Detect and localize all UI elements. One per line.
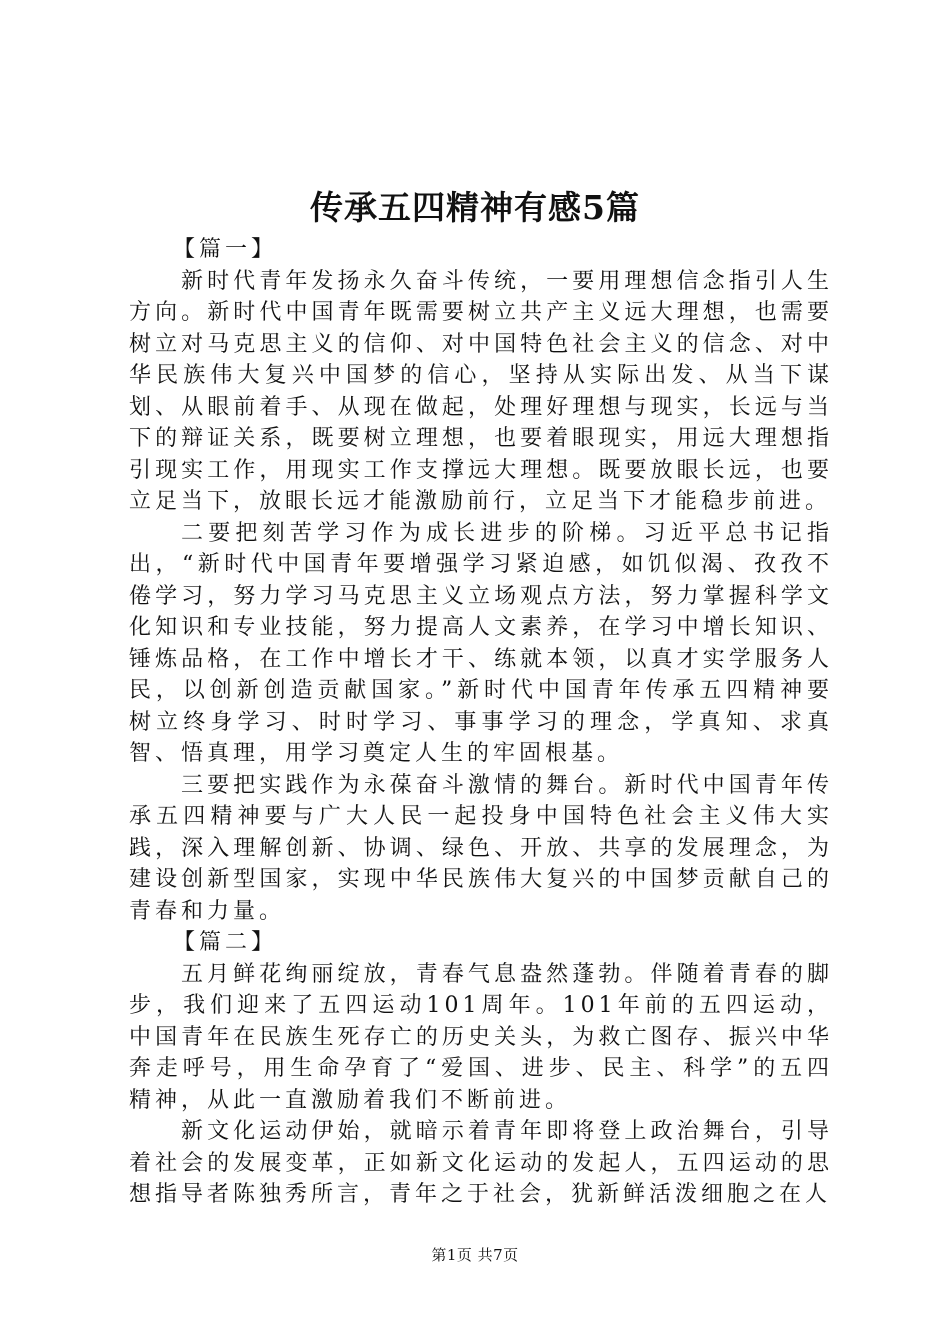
document-title: 传承五四精神有感5篇	[310, 188, 640, 227]
section-heading: 【篇一】	[173, 237, 278, 262]
section-heading: 【篇二】	[173, 930, 278, 955]
paragraph: 二要把刻苦学习作为成长进步的阶梯。习近平总书记指出，“新时代中国青年要增强学习紧迫感，如饥似渴、孜孜不倦学习，努力学习马克思主义立场观点方法，努力掌握科学文化知识和专业技能，努力提高人文素养，在学习中增长知识、锤炼品格，在工作中增长才干、练就本领，以真才实学服务人民，以创新创造贡献国家。”新时代中国青年传承五四精神要树立终身学习、时时学习、事事学习的理念，学真知、求真智、悟真理，用学习奠定人生的牢固根基。	[129, 520, 833, 766]
paragraph: 三要把实践作为永葆奋斗激情的舞台。新时代中国青年传承五四精神要与广大人民一起投身中国特色社会主义伟大实践，深入理解创新、协调、绿色、开放、共享的发展理念，为建设创新型国家，实现中华民族伟大复兴的中国梦贡献自己的青春和力量。	[129, 772, 833, 924]
document-body	[129, 234, 833, 1211]
paragraph: 新文化运动伊始，就暗示着青年即将登上政治舞台，引导着社会的发展变革，正如新文化运动的发起人，五四运动的思想指导者陈独秀所言，青年之于社会，犹新鲜活泼细胞之在人	[129, 1119, 833, 1207]
paragraph: 五月鲜花绚丽绽放，青春气息盎然蓬勃。伴随着青春的脚步，我们迎来了五四运动101周年。101年前的五四运动，中国青年在民族生死存亡的历史关头，为救亡图存、振兴中华奔走呼号，用生命孕育了“爱国、进步、民主、科学”的五四精神，从此一直激励着我们不断前进。	[129, 961, 833, 1113]
page-footer: 第1页 共7页	[431, 1246, 519, 1264]
paragraph: 新时代青年发扬永久奋斗传统，一要用理想信念指引人生方向。新时代中国青年既需要树立共产主义远大理想，也需要树立对马克思主义的信仰、对中国特色社会主义的信念、对中华民族伟大复兴中国梦的信心，坚持从实际出发、从当下谋划、从眼前着手、从现在做起，处理好理想与现实，长远与当下的辩证关系，既要树立理想，也要着眼现实，用远大理想指引现实工作，用现实工作支撑远大理想。既要放眼长远，也要立足当下，放眼长远才能激励前行，立足当下才能稳步前进。	[129, 268, 833, 514]
